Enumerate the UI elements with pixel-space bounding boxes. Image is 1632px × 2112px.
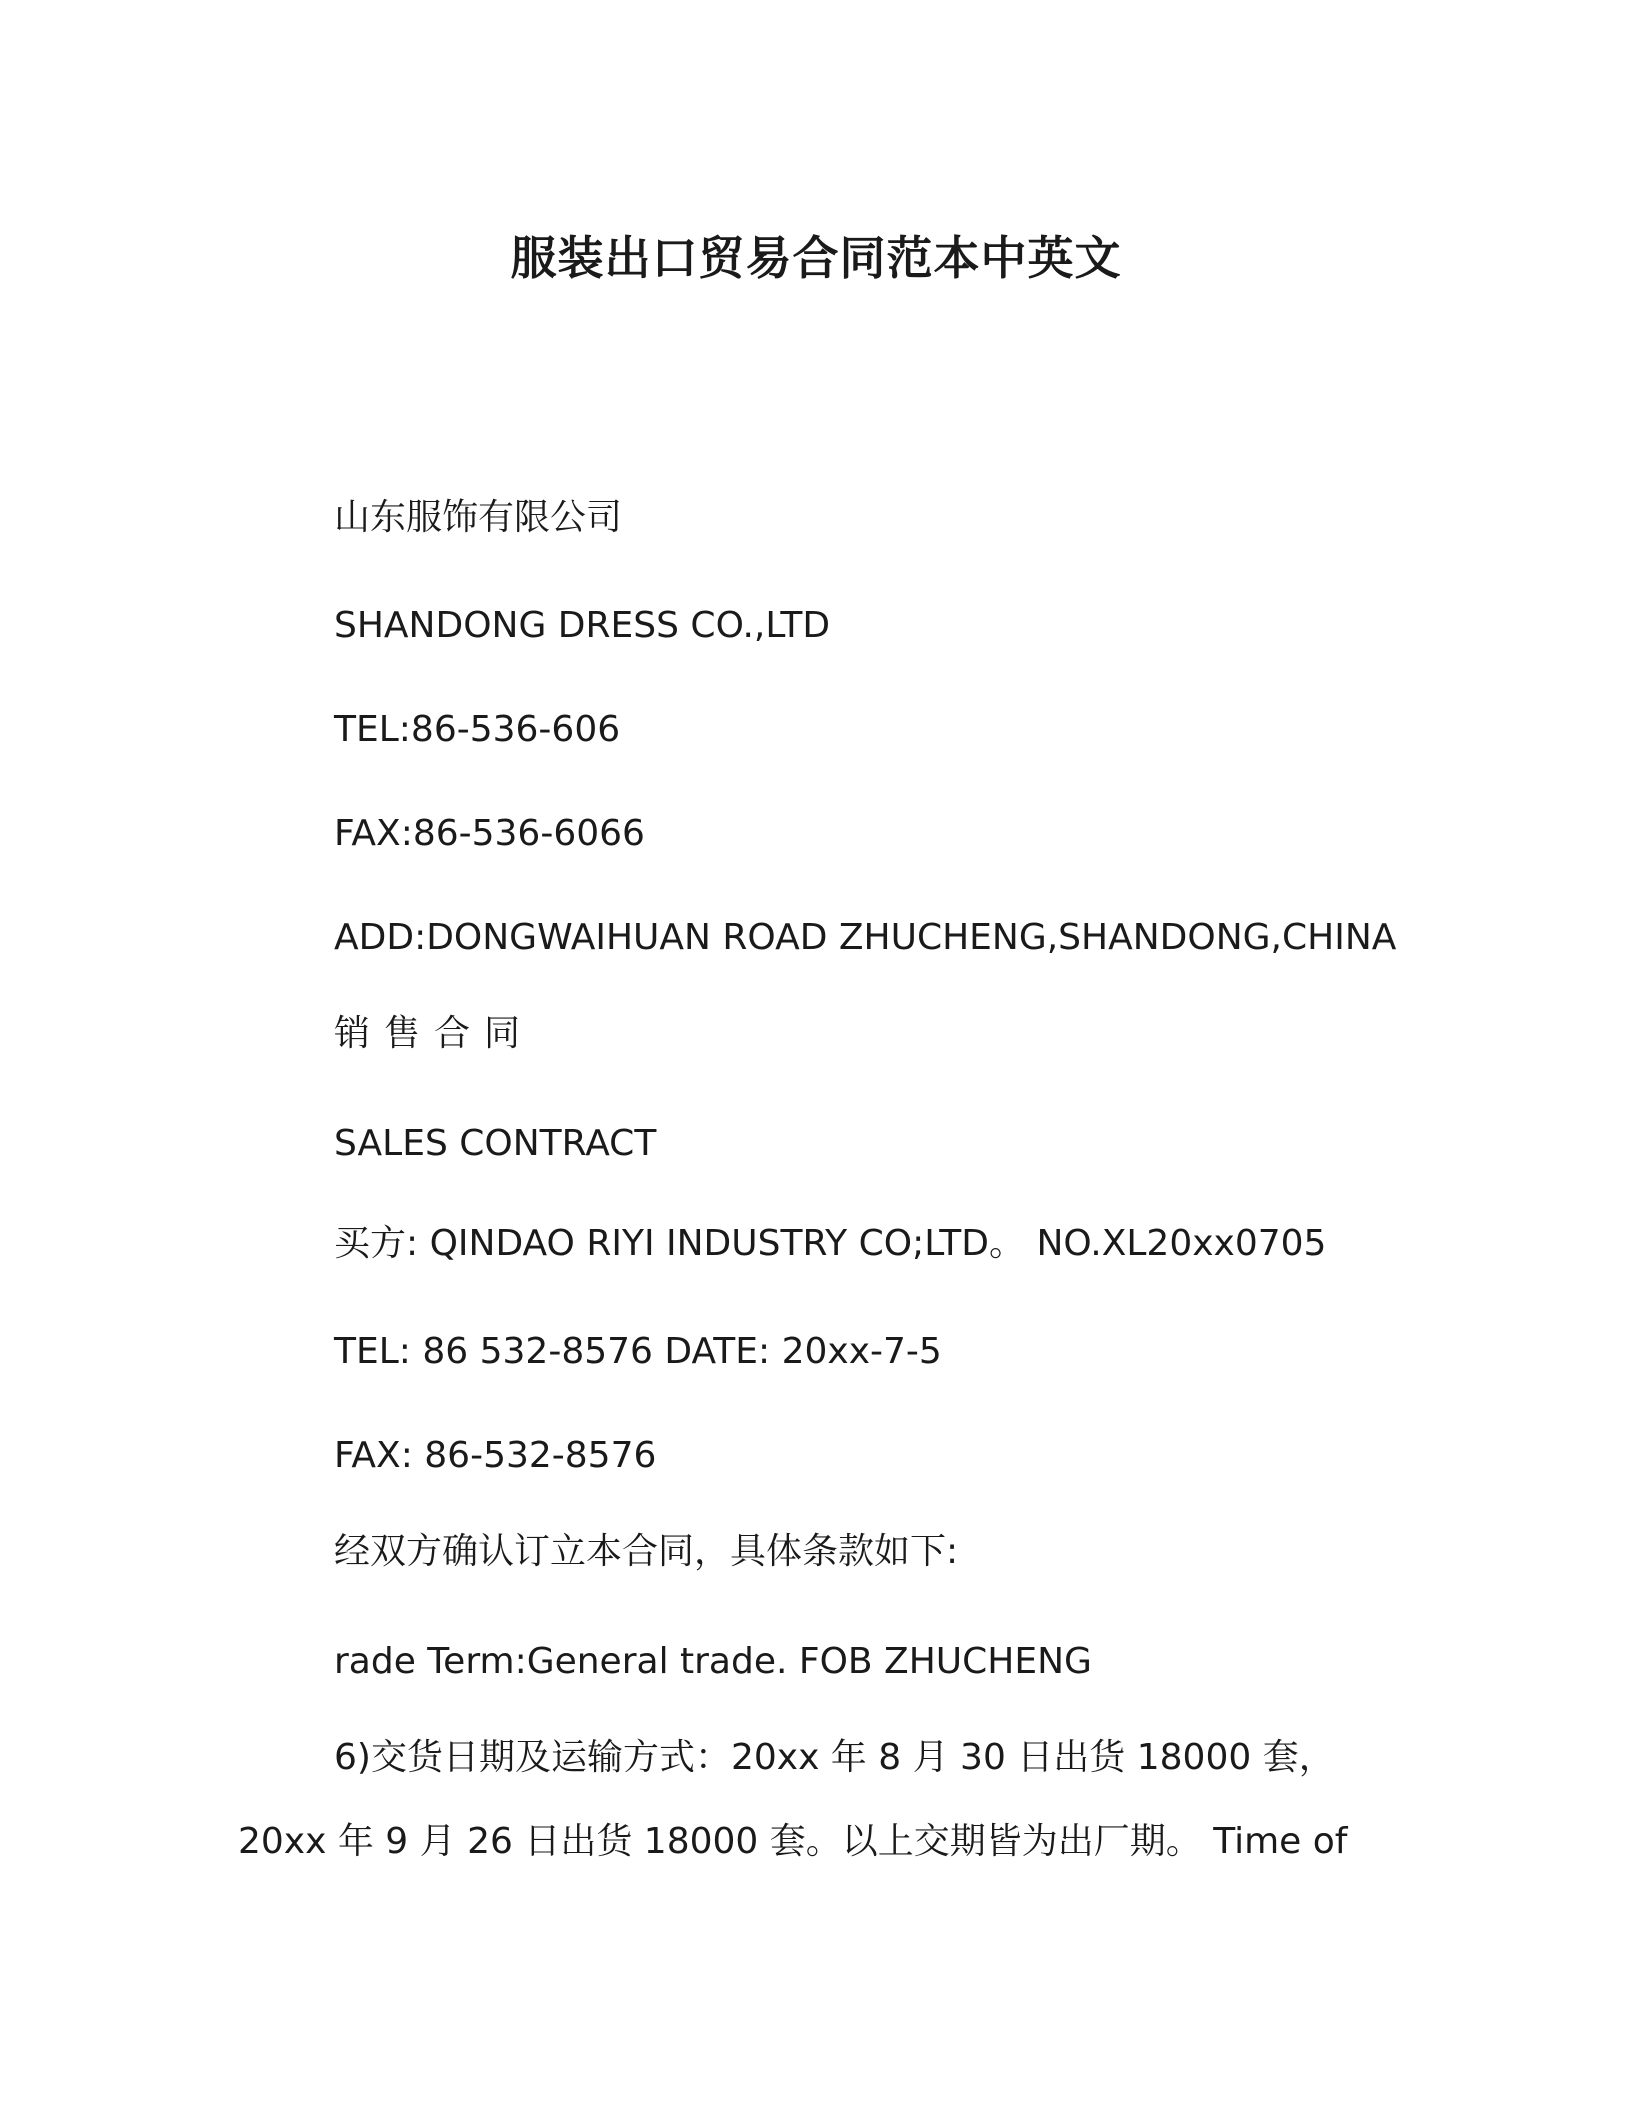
delivery-clause-line-2: 20xx 年 9 月 26 日出货 18000 套。以上交期皆为出厂期。 Time of xyxy=(238,1821,1348,1862)
seller-fax: FAX:86-536-6066 xyxy=(334,813,645,854)
contract-heading-cn: 销售合同 xyxy=(334,1013,535,1054)
seller-tel: TEL:86-536-606 xyxy=(334,709,621,750)
terms-intro: 经双方确认订立本合同，具体条款如下: xyxy=(334,1531,959,1572)
seller-address: ADD:DONGWAIHUAN ROAD ZHUCHENG,SHANDONG,CHINA xyxy=(334,917,1397,958)
document-title: 服装出口贸易合同范本中英文 xyxy=(510,231,1122,285)
buyer-line: 买方: QINDAO RIYI INDUSTRY CO;LTD。 NO.XL20xx0705 xyxy=(334,1223,1327,1264)
buyer-tel-date: TEL: 86 532-8576 DATE: 20xx-7-5 xyxy=(334,1331,942,1372)
trade-term: rade Term:General trade. FOB ZHUCHENG xyxy=(334,1641,1092,1682)
buyer-fax: FAX: 86-532-8576 xyxy=(334,1435,657,1476)
company-name-en: SHANDONG DRESS CO.,LTD xyxy=(334,605,831,646)
contract-heading-en: SALES CONTRACT xyxy=(334,1123,657,1164)
company-name-cn: 山东服饰有限公司 xyxy=(334,497,623,538)
delivery-clause-line-1: 6)交货日期及运输方式：20xx 年 8 月 30 日出货 18000 套， xyxy=(334,1737,1335,1778)
